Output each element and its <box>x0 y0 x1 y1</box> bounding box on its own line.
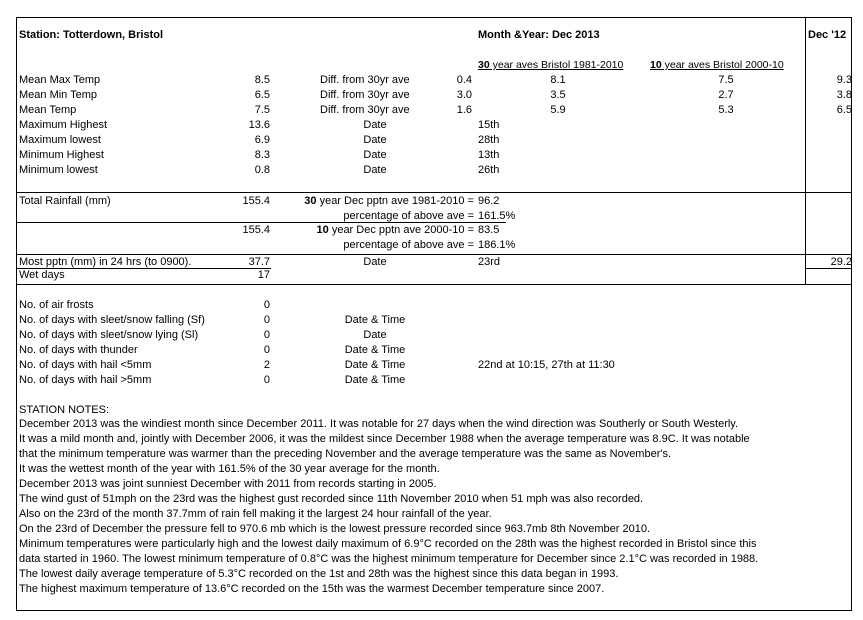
note-line: The lowest daily average temperature of 5.3°C recorded on the 1st and 28th was the highest since this data began in 1993. <box>19 568 619 580</box>
days-value: 0 <box>263 314 270 326</box>
temp-prev: 6.5 <box>836 104 852 116</box>
temp-ave10: 5.3 <box>718 104 734 116</box>
note-line: It was the wettest month of the year with 161.5% of the 30 year average for the month. <box>19 463 440 475</box>
note-line: that the minimum temperature was warmer than the preceding November and the average temperature was the same as November's. <box>19 448 672 460</box>
pptn-prev-underline <box>805 268 852 269</box>
pptn-label: Most pptn (mm) in 24 hrs (to 0900). <box>19 256 192 268</box>
pptn-value: 37.7 <box>248 256 270 268</box>
station-title: Station: Totterdown, Bristol <box>19 29 164 41</box>
prev-year-title: Dec '12 <box>808 29 847 41</box>
temp-ave10: 2.7 <box>718 89 734 101</box>
aves-30yr-header <box>478 59 623 72</box>
extreme-label: Minimum lowest <box>19 164 98 176</box>
rainfall-ave30-value: 96.2 <box>478 195 500 207</box>
extreme-date-label: Date <box>363 164 387 176</box>
days-date-label: Date & Time <box>344 344 406 356</box>
temp-diff: 1.6 <box>456 104 472 116</box>
days-date-label: Date & Time <box>344 359 406 371</box>
rainfall-ave30-text: year Dec pptn ave 1981-2010 = <box>316 195 474 207</box>
temp-label: Mean Temp <box>19 104 77 116</box>
aves-10yr-header <box>650 59 784 72</box>
border-top <box>16 17 852 18</box>
aves-10yr-bold: 10 <box>650 59 662 71</box>
extreme-label: Minimum Highest <box>19 149 104 161</box>
notes-title: STATION NOTES: <box>19 404 110 416</box>
temp-ave30: 5.9 <box>550 104 566 116</box>
month-year-title: Month &Year: Dec 2013 <box>478 29 600 41</box>
pptn-date-label: Date <box>363 256 387 268</box>
pptn-date: 23rd <box>478 256 501 268</box>
rainfall-ave10-label <box>260 224 474 237</box>
note-line: data started in 1960. The lowest minimum temperature of 0.8°C was the highest minimum temperature for December since 2.1°C was recorded in 1988. <box>19 553 759 565</box>
temp-ave30: 8.1 <box>550 74 566 86</box>
days-date-label: Date & Time <box>344 374 406 386</box>
extreme-date: 28th <box>478 134 500 146</box>
rainfall-label: Total Rainfall (mm) <box>19 195 111 207</box>
note-line: It was a mild month and, jointly with December 2006, it was the mildest since December 1988 when the average temperature was 8.9C. It was notable <box>19 433 750 445</box>
extreme-value: 6.9 <box>254 134 270 146</box>
note-line: Also on the 23rd of the month 37.7mm of rain fell making it the largest 24 hour rainfall of the year. <box>19 508 492 520</box>
rainfall-value: 155.4 <box>242 195 270 207</box>
extreme-date: 26th <box>478 164 500 176</box>
temp-diff: 3.0 <box>456 89 472 101</box>
temp-diff-label: Diff. from 30yr ave <box>320 74 410 86</box>
extreme-date: 13th <box>478 149 500 161</box>
temp-diff: 0.4 <box>456 74 472 86</box>
rainfall-pct30-label: percentage of above ave = <box>343 210 474 222</box>
days-value: 0 <box>263 344 270 356</box>
temp-label: Mean Min Temp <box>19 89 98 101</box>
divider-prev-year <box>805 17 806 285</box>
divider-rainfall-top <box>16 192 852 193</box>
temp-diff-label: Diff. from 30yr ave <box>320 104 410 116</box>
days-label: No. of days with hail >5mm <box>19 374 152 386</box>
note-line: Minimum temperatures were particularly high and the lowest daily maximum of 6.9°C recorded on the 28th was the highest recorded in Bristol since this <box>19 538 757 550</box>
extreme-label: Maximum Highest <box>19 119 108 131</box>
pptn-prev: 29.2 <box>830 256 852 268</box>
border-left <box>16 17 17 611</box>
extreme-value: 8.3 <box>254 149 270 161</box>
rainfall-ave10-value: 83.5 <box>478 224 500 236</box>
days-value: 2 <box>263 359 270 371</box>
temp-ave10: 7.5 <box>718 74 734 86</box>
rainfall-pct30: 161.5% <box>478 210 516 222</box>
days-label: No. of days with hail <5mm <box>19 359 152 371</box>
extreme-date-label: Date <box>363 119 387 131</box>
wet-days-value: 17 <box>257 269 270 281</box>
temp-value: 7.5 <box>254 104 270 116</box>
extreme-label: Maximum lowest <box>19 134 101 146</box>
extreme-date-label: Date <box>363 134 387 146</box>
days-label: No. of days with sleet/snow lying (Sl) <box>19 329 199 341</box>
rainfall-ave30-bold: 30 <box>304 195 317 207</box>
days-date-label: Date & Time <box>344 314 406 326</box>
temp-prev: 9.3 <box>836 74 852 86</box>
note-line: The highest maximum temperature of 13.6°C recorded on the 15th was the warmest December temperature since 2007. <box>19 583 605 595</box>
divider-pptn-top <box>16 254 852 255</box>
temp-label: Mean Max Temp <box>19 74 101 86</box>
temp-value: 6.5 <box>254 89 270 101</box>
rainfall-ave10-bold: 10 <box>316 224 329 236</box>
temp-prev: 3.8 <box>836 89 852 101</box>
note-line: December 2013 was joint sunniest December with 2011 from records starting in 2005. <box>19 478 437 490</box>
days-date-label: Date <box>363 329 387 341</box>
aves-30yr-text: year aves Bristol 1981-2010 <box>489 59 624 71</box>
temp-value: 8.5 <box>254 74 270 86</box>
border-bottom <box>16 610 852 611</box>
rainfall-pct10-label: percentage of above ave = <box>343 239 474 251</box>
days-date: 22nd at 10:15, 27th at 11:30 <box>478 359 615 371</box>
days-label: No. of days with thunder <box>19 344 138 356</box>
rainfall-ave10-text: year Dec pptn ave 2000-10 = <box>328 224 474 236</box>
days-label: No. of air frosts <box>19 299 94 311</box>
rainfall-ave30-label <box>260 195 474 208</box>
extreme-value: 0.8 <box>254 164 270 176</box>
temp-ave30: 3.5 <box>550 89 566 101</box>
extreme-value: 13.6 <box>248 119 270 131</box>
days-value: 0 <box>263 299 270 311</box>
days-value: 0 <box>263 329 270 341</box>
rainfall-value-2: 155.4 <box>242 224 270 236</box>
days-label: No. of days with sleet/snow falling (Sf) <box>19 314 205 326</box>
note-line: December 2013 was the windiest month since December 2011. It was notable for 27 days when the wind direction was Southerly or South Westerly. <box>19 418 739 430</box>
note-line: On the 23rd of December the pressure fell to 970.6 mb which is the lowest pressure recorded since 963.7mb 8th November 2010. <box>19 523 651 535</box>
days-value: 0 <box>263 374 270 386</box>
temp-diff-label: Diff. from 30yr ave <box>320 89 410 101</box>
rainfall-pct10: 186.1% <box>478 239 516 251</box>
note-line: The wind gust of 51mph on the 23rd was the highest gust recorded since 11th November 2010 when 51 mph was also recorded. <box>19 493 644 505</box>
aves-30yr-bold: 30 <box>478 59 490 71</box>
rainfall-separator <box>16 222 506 223</box>
extreme-date: 15th <box>478 119 500 131</box>
wet-days-label: Wet days <box>19 269 65 281</box>
aves-10yr-text: year aves Bristol 2000-10 <box>661 59 784 71</box>
extreme-date-label: Date <box>363 149 387 161</box>
divider-days-top <box>16 284 852 285</box>
